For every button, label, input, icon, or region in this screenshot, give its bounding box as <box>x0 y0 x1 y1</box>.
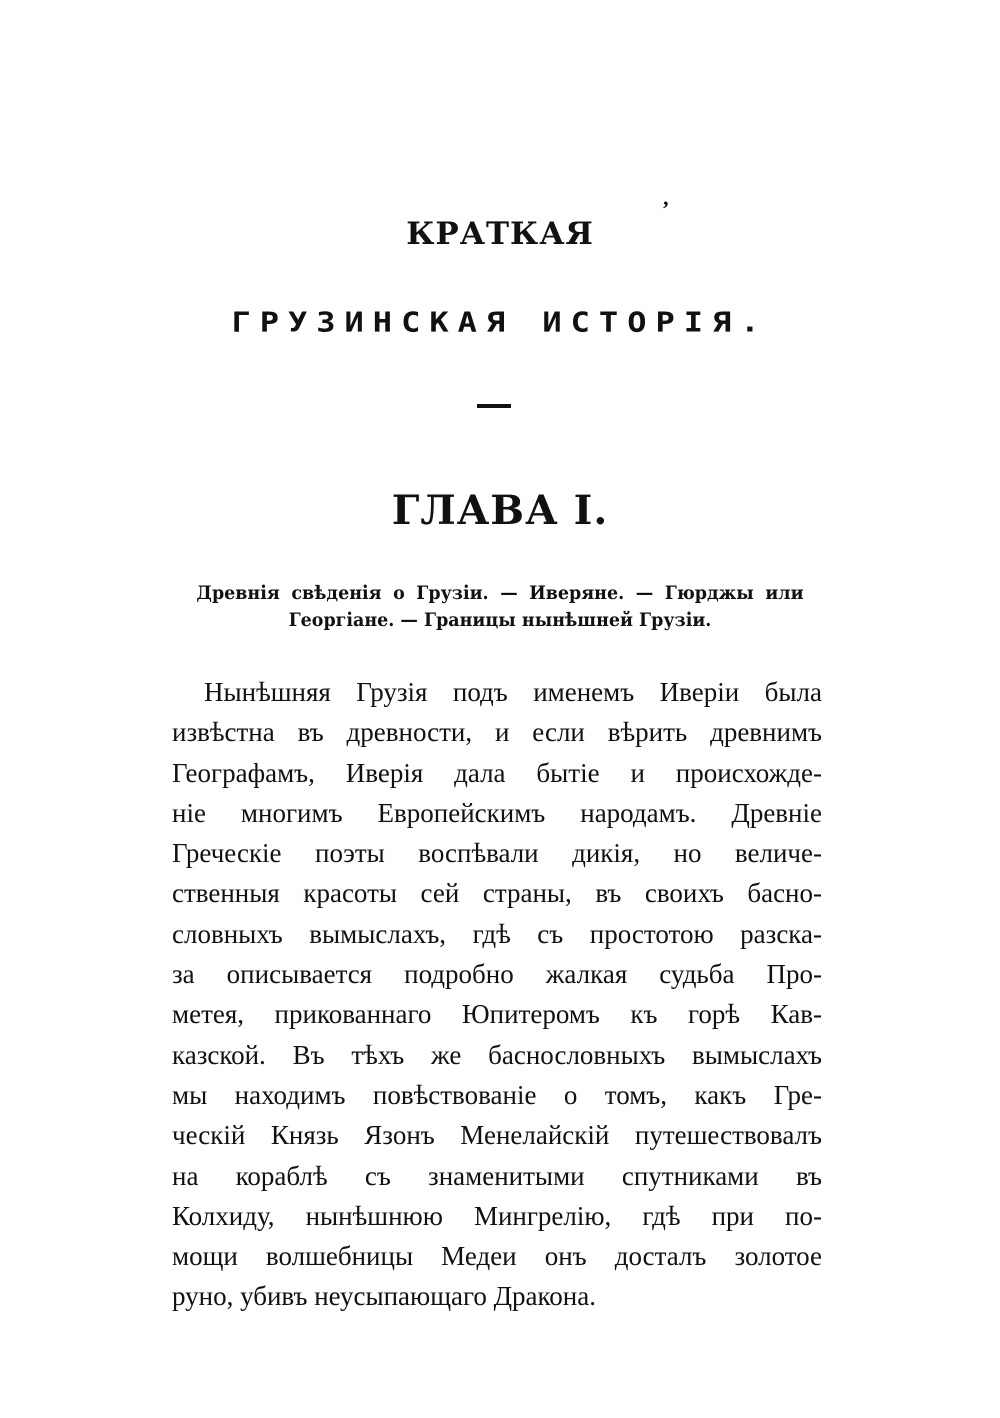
body-line: Географамъ, Иверія дала бытіе и происхожде- <box>172 757 822 788</box>
body-line: Греческіе поэты воспѣвали дикія, но величе- <box>172 838 822 869</box>
chapter-summary-line: Георгіане. — Границы нынѣшней Грузіи. <box>288 609 712 631</box>
body-line: казской. Въ тѣхъ же баснословныхъ вымыслахъ <box>172 1039 822 1070</box>
body-line: ственныя красоты сей страны, въ своихъ басно- <box>172 878 822 909</box>
body-line: руно, убивъ неусыпающаго Дракона. <box>172 1281 596 1312</box>
body-line: извѣстна въ древности, и если вѣрить древнимъ <box>172 717 822 748</box>
body-paragraph <box>172 672 822 1317</box>
body-line: Колхиду, нынѣшнюю Мингрелію, гдѣ при по- <box>172 1200 822 1231</box>
body-line: Нынѣшняя Грузія подъ именемъ Иверіи была <box>204 677 822 707</box>
chapter-summary-line: Древнія свѣденія о Грузіи. — Иверяне. — Гюрджы или <box>196 582 804 604</box>
body-line: за описывается подробно жалкая судьба Про- <box>172 959 822 990</box>
title-line-2: ГРУЗИНСКАЯ ИСТОРІЯ. <box>231 305 769 339</box>
body-line: мы находимъ повѣствованіе о томъ, какъ Гре- <box>172 1079 822 1110</box>
body-line: метея, прикованнаго Юпитеромъ къ горѣ Кав- <box>172 999 822 1030</box>
title-line-1: КРАТКАЯ <box>406 216 594 252</box>
body-line: на кораблѣ съ знаменитыми спутниками въ <box>172 1160 822 1191</box>
chapter-summary <box>196 580 803 634</box>
body-line: ніе многимъ Европейскимъ народамъ. Древніе <box>172 797 822 828</box>
body-line: ческій Князь Язонъ Менелайскій путешествовалъ <box>172 1120 822 1151</box>
body-line: словныхъ вымыслахъ, гдѣ съ простотою разска- <box>172 918 822 949</box>
stray-ink-mark: ’ <box>662 196 670 221</box>
body-line: мощи волшебницы Медеи онъ досталъ золотое <box>172 1241 822 1272</box>
title-separator-rule <box>477 404 511 408</box>
chapter-heading: ГЛАВА I. <box>391 487 609 534</box>
